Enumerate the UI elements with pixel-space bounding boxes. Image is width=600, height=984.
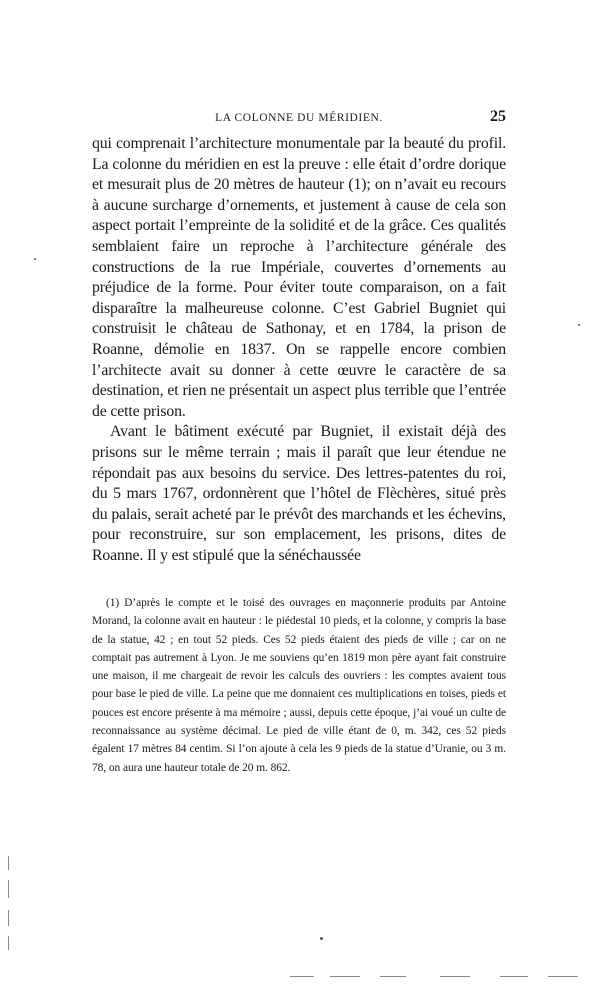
scan-dot [320, 937, 323, 940]
running-header [92, 108, 506, 130]
scan-dot [578, 324, 580, 326]
scan-mark [8, 936, 9, 950]
running-title: LA COLONNE DU MÉRIDIEN. [215, 112, 383, 124]
scan-mark [500, 976, 528, 977]
scan-mark [8, 856, 9, 870]
scan-mark [380, 976, 406, 977]
scan-mark [440, 976, 470, 977]
paragraph: qui comprenait l’architecture monumentale par la beauté du profil. La colonne du méridien en est la preuve : elle était d’ordre dorique et mesurait plus de 20 mètres de hauteur (1); on n’avait eu recours à aucune surcharge d’ornements, et justement à cause de cela son aspect portait l’empreinte de la solidité et de la grâce. Ces qualités semblaient faire un reproche à l’architecture générale des constructions de la rue Impériale, couvertes d’ornements au préjudice de la forme. Pour éviter toute comparaison, on a fait disparaître la malheureuse colonne. C’est Gabriel Bugniet qui construisit le château de Sathonay, et en 1784, la prison de Roanne, démolie en 1837. On se rappelle encore combien l’architecte avait su donner à cette œuvre le caractère de sa destination, et rien ne présentait un aspect plus terrible que l’entrée de cette prison. [92, 135, 506, 420]
main-text [92, 134, 506, 566]
page-number: 25 [490, 108, 506, 125]
scan-mark [290, 976, 314, 977]
scan-mark [8, 880, 9, 898]
scan-mark [330, 976, 360, 977]
scan-mark [548, 976, 578, 977]
paragraph: Avant le bâtiment exécuté par Bugniet, il existait déjà des prisons sur le même terrain ; mais il paraît que leur étendue ne répondait pas aux besoins du service. Des lettres-patentes du roi, du 5 mars 1767, ordonnèrent que l’hôtel de Flèchères, situé près du palais, serait acheté par le prévôt des marchands et les échevins, pour reconstruire, sur son emplacement, les prisons, dites de Roanne. Il y est stipulé que la sénéchaussée [92, 423, 506, 564]
footnote: (1) D’après le compte et le toisé des ouvrages en maçonnerie produits par Antoine Morand, la colonne avait en hauteur : le piédestal 10 pieds, et la colonne, y compris la base de la statue, 42 ; en tout 52 pieds. Ces 52 pieds étaient des pieds de ville ; car on ne comptait pas autrement à Lyon. Je me souviens qu’en 1819 mon père ayant fait construire une maison, il me chargeait de revoir les calculs des ouvriers : les comptes avaient tous pour base le pied de ville. La peine que me donnaient ces multiplications en toises, pieds et pouces est encore présente à ma mémoire ; aussi, depuis cette époque, j’ai voué un culte de reconnaissance au système décimal. Le pied de ville étant de 0, m. 342, ces 52 pieds égalent 17 mètres 84 centim. Si l’on ajoute à cela les 9 pieds de la statue d’Uranie, ou 3 m. 78, on aura une hauteur totale de 20 m. 862. [92, 597, 506, 774]
scan-dot [34, 258, 36, 260]
scan-mark [8, 910, 9, 926]
